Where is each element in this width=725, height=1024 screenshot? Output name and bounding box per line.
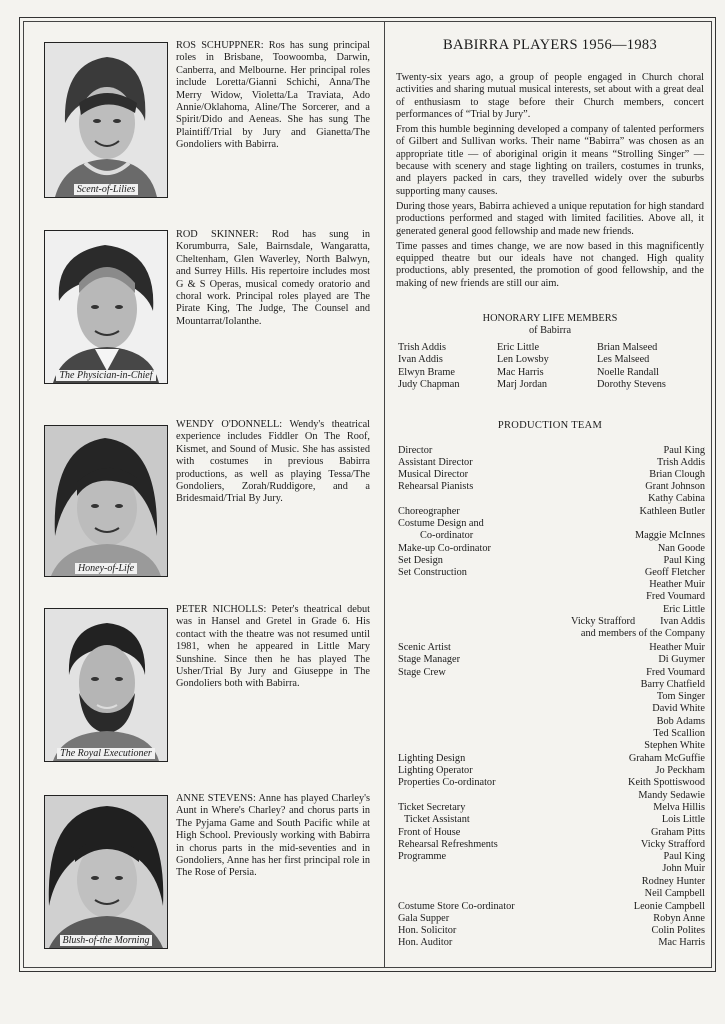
production-name: Mac Harris (658, 937, 705, 948)
portrait-caption: The Physician-in-Chief (56, 370, 155, 381)
production-role: Rehearsal Refreshments (398, 839, 498, 850)
column-divider (384, 22, 385, 967)
production-role: Hon. Solicitor (398, 925, 457, 936)
production-role: Costume Store Co-ordinator (398, 901, 515, 912)
portrait-image (45, 426, 167, 576)
production-role: Gala Supper (398, 913, 450, 924)
production-role: Stage Crew (398, 667, 446, 678)
production-name: Leonie Campbell (633, 901, 705, 912)
production-name: Bob Adams (656, 716, 705, 727)
production-name: Paul King (663, 445, 705, 456)
production-role: Set Construction (398, 567, 467, 578)
portrait-caption: Scent-of-Lilies (74, 184, 138, 195)
history-paragraph: From this humble beginning developed a company of talented performers of Gilbert and Sullivan works. Their name “Babirra” was chosen as an appropriate title — of aboriginal origin it means “Strolling Singer” — because with scenery and stage lighting on trailers, costumes in trunks, and players packed in cars, they travelled widely over the suburbs supporting many causes. (396, 124, 704, 197)
portrait-rod-skinner (44, 230, 168, 384)
page-title: BABIRRA PLAYERS 1956—1983 (442, 37, 658, 53)
production-name: Kathy Cabina (648, 493, 705, 504)
production-role: Rehearsal Pianists (398, 481, 474, 492)
production-name: John Muir (662, 863, 705, 874)
production-name: Geoff Fletcher (644, 567, 705, 578)
production-role: Programme (398, 851, 447, 862)
production-name: Paul King (663, 851, 705, 862)
history-paragraph: Time passes and times change, we are now based in this magnificently equipped theatre but our ideals have not changed. High quality productions, ably presented, the promotion of good fellowship, and the making of new friends are still our aim. (396, 240, 704, 289)
portrait-caption: The Royal Executioner (57, 748, 155, 759)
production-name: Trish Addis (657, 457, 705, 468)
production-name: and members of the Company (580, 628, 705, 639)
production-role: Co-ordinator (420, 530, 474, 541)
production-name: Jo Peckham (655, 765, 705, 776)
production-name: Stephen White (644, 740, 705, 751)
production-name: Graham Pitts (650, 827, 705, 838)
production-name: Melva Hillis (653, 802, 705, 813)
production-role: Choreographer (398, 506, 460, 517)
portrait-anne-stevens (44, 795, 168, 949)
production-name: Nan Goode (657, 543, 705, 554)
production-role: Ticket Assistant (404, 814, 470, 825)
honorary-heading (396, 313, 704, 337)
production-name: Di Guymer (658, 654, 705, 665)
bio-ros-schuppner: ROS SCHUPPNER: Ros has sung principal roles in Brisbane, Toowoomba, Darwin, Canberra, and Melbourne. Her principal roles include Loretta/Gianni Schichi, Anna/The Merry Widow, Violetta/La Traviata, Ado Annie/Oklahoma, Aline/The Sorcerer, and a Spirit/Dido and Aeneas. She has sung The Plaintiff/Trial by Jury and Gianetta/The Gondoliers with Babirra. (176, 40, 370, 151)
production-role: Stage Manager (398, 654, 461, 665)
production-name: Rodney Hunter (641, 876, 705, 887)
portrait-peter-nicholls (44, 608, 168, 762)
production-name: Grant Johnson (645, 481, 705, 492)
honorary-member: Mac Harris (497, 366, 544, 378)
honorary-member: Judy Chapman (398, 378, 460, 390)
history-paragraph: During those years, Babirra achieved a unique reputation for high standard productions performed and staged with limited facilities. Above all, it generated general good fellowship and made new friends. (396, 200, 704, 237)
production-name: Paul King (663, 555, 705, 566)
production-role: Ticket Secretary (398, 802, 466, 813)
production-name: Lois Little (661, 814, 705, 825)
production-role: Make-up Co-ordinator (398, 543, 491, 554)
production-name: Brian Clough (649, 469, 705, 480)
production-name: Barry Chatfield (640, 679, 705, 690)
production-name: Kathleen Butler (639, 506, 705, 517)
production-name: Heather Muir (649, 642, 705, 653)
honorary-member: Les Malseed (597, 354, 650, 366)
production-name: Neil Campbell (644, 888, 705, 899)
production-role: Hon. Auditor (398, 937, 453, 948)
production-role: Lighting Design (398, 753, 466, 764)
portrait-caption: Blush-of-the Morning (60, 935, 153, 946)
production-name: Vicky Strafford (640, 839, 705, 850)
bio-rod-skinner: ROD SKINNER: Rod has sung in Korumburra, Sale, Bairnsdale, Wangaratta, Cheltenham, Glen Waverley, North Balwyn, and Surrey Hills. His repertoire includes most G & S Operas, musical comedy oratorio and choral work. Principal roles played are The Pirate King, The Judge, The Counsel and Mountarrat/Iolanthe. (176, 229, 370, 327)
production-role: Scenic Artist (398, 642, 451, 653)
bio-anne-stevens: ANNE STEVENS: Anne has played Charley's Aunt in Where's Charley? and chorus parts in The Pyjama Game and South Pacific while at High School. Previously working with Babirra in chorus parts in the mid-seventies and in Gondoliers, Anne has her first principal role in The Rose of Persia. (176, 793, 370, 879)
honorary-subtitle: of Babirra (528, 325, 572, 336)
honorary-member: Noelle Randall (597, 366, 660, 378)
portrait-caption: Honey-of-Life (75, 563, 137, 574)
history-text (396, 72, 704, 293)
production-role: Assistant Director (398, 457, 473, 468)
production-name: Ted Scallion (653, 728, 705, 739)
honorary-member: Marj Jordan (497, 378, 548, 390)
history-paragraph: Twenty-six years ago, a group of people engaged in Church choral activities and sharing mutual musical interests, set about with a great deal of enthusiasm to stage before their Church members, concert performances of “Trial by Jury”. (396, 72, 704, 120)
portrait-image (45, 609, 167, 761)
production-team-heading: PRODUCTION TEAM (497, 420, 603, 431)
production-name: Fred Voumard (646, 667, 705, 678)
production-name: Eric Little (662, 604, 705, 615)
honorary-member: Ivan Addis (398, 354, 443, 366)
production-name: Tom Singer (656, 691, 705, 702)
honorary-member: Len Lowsby (497, 354, 549, 366)
portrait-image (45, 231, 167, 383)
production-role: Musical Director (398, 469, 469, 480)
production-name: Colin Polites (651, 925, 705, 936)
honorary-member: Brian Malseed (597, 342, 658, 353)
production-role: Director (398, 445, 433, 456)
production-name: Fred Voumard (646, 591, 705, 602)
honorary-title: HONORARY LIFE MEMBERS (482, 313, 618, 324)
honorary-column-1 (398, 342, 460, 391)
bio-wendy-odonnell: WENDY O'DONNELL: Wendy's theatrical experience includes Fiddler On The Roof, Kismet, and Sound of Music. She has assisted with costumes in previous Babirra productions, as well as playing Tessa/The Gondoliers, Zorah/Ruddigore, and a Bridesmaid/Trial By Jury. (176, 419, 370, 505)
production-name: Keith Spottiswood (628, 777, 705, 788)
production-name: Robyn Anne (653, 913, 705, 924)
production-role: Costume Design and (398, 518, 484, 529)
production-name: Graham McGuffie (628, 753, 705, 764)
bio-peter-nicholls: PETER NICHOLLS: Peter's theatrical debut was in Hansel and Gretel in Grade 6. His contact with the theatre was not resumed until 1981, when he appeared in Little Mary Sunshine. Since then he has played The Usher/Trial By Jury and Giuseppe in The Gondoliers both with Babirra. (176, 604, 370, 690)
production-role: Front of House (398, 827, 461, 838)
honorary-column-3 (597, 342, 666, 391)
honorary-column-2 (497, 342, 549, 391)
honorary-member: Elwyn Brame (398, 366, 455, 378)
production-role: Properties Co-ordinator (398, 777, 496, 788)
portrait-wendy-odonnell (44, 425, 168, 577)
portrait-ros-schuppner (44, 42, 168, 198)
portrait-image (45, 43, 167, 197)
production-role: Lighting Operator (398, 765, 473, 776)
honorary-member: Dorothy Stevens (597, 378, 666, 390)
honorary-member: Eric Little (497, 342, 540, 353)
production-name: Heather Muir (649, 579, 705, 590)
honorary-member: Trish Addis (398, 342, 446, 353)
production-role: Set Design (398, 555, 443, 566)
portrait-image (45, 796, 167, 948)
production-name: Ivan Addis (660, 616, 705, 627)
production-name: David White (652, 703, 705, 714)
production-name: Vicky Strafford (571, 616, 636, 627)
production-name: Mandy Sedawie (638, 790, 705, 801)
production-name: Maggie McInnes (634, 530, 705, 541)
